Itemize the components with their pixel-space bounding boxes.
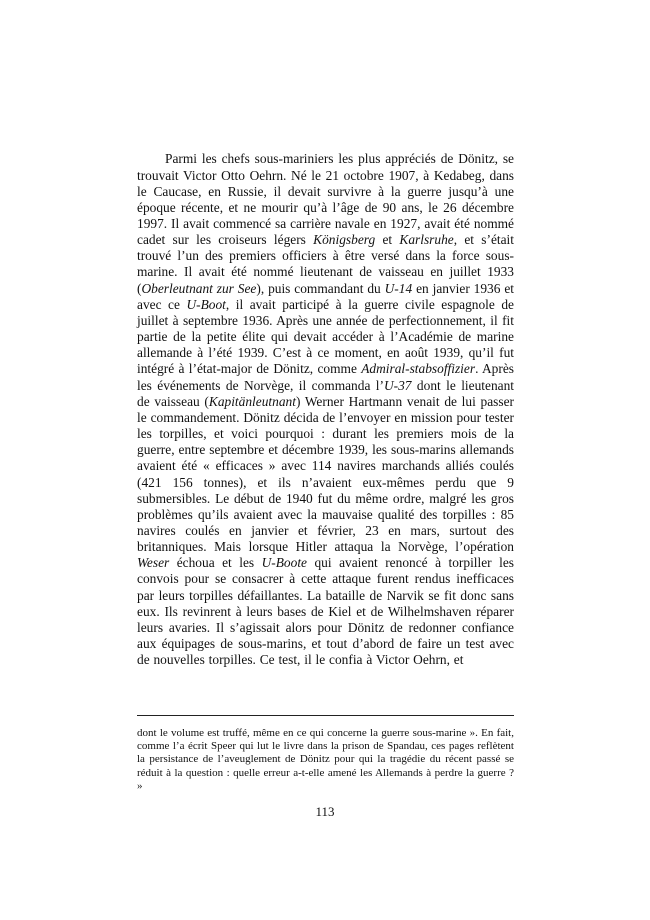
footnote-separator [137, 715, 514, 716]
body-paragraph: Parmi les chefs sous-mariniers les plus appréciés de Dönitz, se trouvait Victor Otto Oehrn. Né le 21 octobre 1907, à Kedabeg, dans le Caucase, en Russie, il devait survivre à la guerre jusqu’à une époque récente, et ne mourir qu’à l’âge de 90 ans, le 26 décembre 1997. Il avait commencé sa carrière navale en 1927, avait été nommé cadet sur les croiseurs légers Königsberg et Karlsruhe, et s’était trouvé l’un des premiers officiers à être versé dans la force sous-marine. Il avait été nommé lieutenant de vaisseau en juillet 1933 (Oberleutnant zur See), puis commandant du U-14 en janvier 1936 et avec ce U-Boot, il avait participé à la guerre civile espagnole de juillet à septembre 1936. Après une année de perfectionnement, il fit partie de la petite élite qui devait accéder à l’Académie de marine allemande à l’été 1939. C’est à ce moment, en août 1939, qu’il fut intégré à l’état-major de Dönitz, comme Admiral-stabsoffizier. Après les événements de Norvège, il commanda l’U-37 dont le lieutenant de vaisseau (Kapitänleutnant) Werner Hartmann venait de lui passer le commandement. Dönitz décida de l’envoyer en mission pour tester les torpilles, et voici pourquoi : durant les premiers mois de la guerre, entre septembre et décembre 1939, les sous-marins allemands avaient été « efficaces » avec 114 navires marchands alliés coulés (421 156 tonnes), et ils n’avaient eux-mêmes perdu que 9 submersibles. Le début de 1940 fut du même ordre, malgré les gros problèmes qu’ils avaient avec la mauvaise qualité des torpilles : 85 navires coulés en janvier et février, 23 en mars, surtout des britanniques. Mais lorsque Hitler attaqua la Norvège, l’opération Weser échoua et les U-Boote qui avaient renoncé à torpiller les convois pour se consacrer à cette attaque furent rendus inefficaces par leurs torpilles défaillantes. La bataille de Narvik se fit donc sans eux. Ils revinrent à leurs bases de Kiel et de Wilhelmshaven réparer leurs avaries. Il s’agissait alors pour Dönitz de redonner confiance aux équipages de sous-marins, et tout d’abord de faire un test avec de nouvelles torpilles. Ce test, il le confia à Victor Oehrn, et [137, 151, 515, 668]
footnote-text: dont le volume est truffé, même en ce qui concerne la guerre sous-marine ». En fait, comme l’a écrit Speer qui lut le livre dans la prison de Spandau, ces pages reflètent la persistance de l’aveuglement de Dönitz pour qui la tragédie du récent passé se réduit à la question : quelle erreur a-t-elle amené les Allemands à perdre la guerre ? » [137, 727, 514, 792]
footnote-block [137, 715, 514, 804]
page-number: 113 [315, 804, 335, 819]
